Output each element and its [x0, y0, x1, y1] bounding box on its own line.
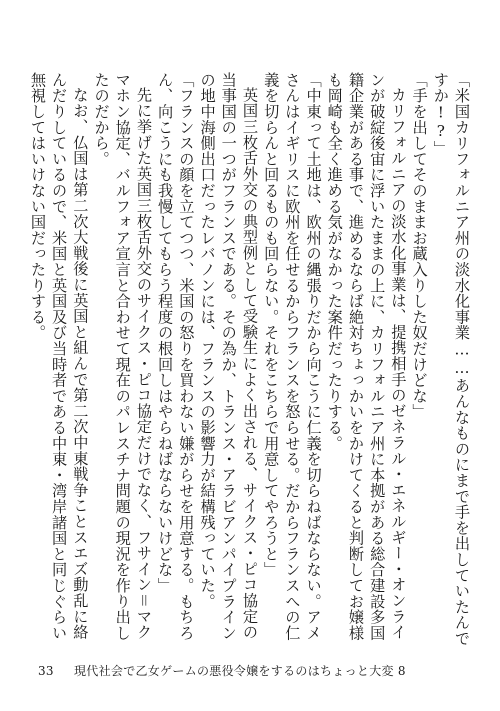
paragraph-4: 「中東って土地は、欧州の縄張りだから向こうに仁義を切らねばならない。アメさんはイギリスに欧州を任せるからフランスを怒らせる。だからフランスへの仁義を切らんと回るものも回らない。それをこちらで用意してやろうと」 [262, 72, 323, 641]
page-footer [38, 662, 406, 679]
paragraph-7: 先に挙げた英国三枚舌外交のサイクス・ピコ協定だけでなく、フサイン＝マクマホン協定、バルフォア宣言と合わせて現在のパレスチナ問題の現況を作り出したのだから。 [92, 72, 153, 641]
vertical-text-body [28, 72, 472, 650]
paragraph-6: 「フランスの顔を立てつつ、米国の怒りを買わない嫌がらせを用意する。もちろん、向こうにも我慢してもらう程度の根回しはやらねばならないけどな」 [156, 72, 196, 641]
page-number: 33 [38, 664, 54, 678]
book-title: 現代社会で乙女ゲームの悪役令嬢をするのはちょっと大変 8 [74, 664, 406, 678]
paragraph-1: 「米国カリフォルニア州の淡水化事業……あんなものにまで手を出していたんですか!?」 [431, 72, 471, 647]
paragraph-8: なお、仏国は第二次大戦後に英国と組んで第二次中東戦争ことスエズ動乱に絡んだりしているので、米国と英国及び当時者である中東・湾岸諸国と同じぐらい無視してはいけない国だったりする。 [28, 72, 90, 641]
paragraph-2: 「手を出してそのままお蔵入りした奴だけどな」 [410, 72, 429, 420]
paragraph-3: カリフォルニアの淡水化事業は、提携相手のゼネラル・エネルギー・オンラインが破綻後宙に浮いたままの上に、カリフォルニア州に本拠がある総合建設多国籍企業がある事で、進めるならば絶対ちょっかいをかけてくると判断してお嬢様も岡崎も全く進める気がなかった案件だったりする。 [325, 72, 408, 641]
paragraph-5: 英国三枚舌外交の典型例として受験生によく出される、サイクス・ピコ協定の当事国の一つがフランスである。その為か、トランス・アラビアンパイプラインの地中海側出口だったレバノンには、フランスの影響力が結構残っていた。 [198, 72, 259, 641]
